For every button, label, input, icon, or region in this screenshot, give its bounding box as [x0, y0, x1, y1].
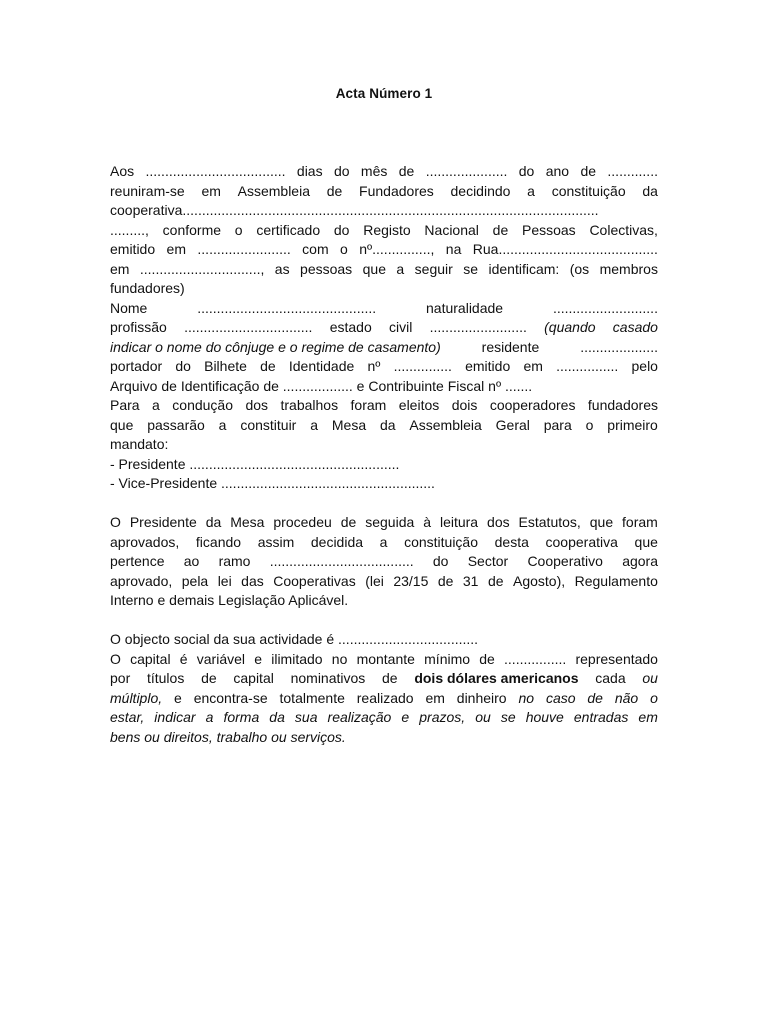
word: das: [241, 572, 264, 589]
word: ...............................,: [139, 260, 265, 277]
word: mês: [360, 163, 388, 179]
word: reuniram-se: [110, 182, 185, 199]
word: dois: [451, 397, 478, 413]
paragraph-spacer: [110, 611, 658, 631]
paragraph: [110, 513, 658, 611]
word: o: [340, 241, 348, 257]
word: fundadores): [110, 280, 185, 296]
word: dos: [245, 397, 269, 413]
word: totalmente: [279, 689, 345, 706]
word: a: [310, 416, 319, 433]
word: primeiro: [607, 416, 658, 433]
word: da: [379, 416, 396, 433]
word: a: [218, 416, 227, 433]
word: nominativos: [290, 670, 366, 686]
word: em: [166, 241, 186, 257]
word: civil: [389, 319, 413, 335]
word: prazos,: [419, 709, 466, 725]
text-line: [110, 552, 658, 572]
text-line: [110, 338, 658, 358]
text-line: [110, 357, 658, 377]
word: desta: [494, 533, 529, 550]
word: dinheiro: [456, 689, 507, 706]
word: em: [201, 182, 221, 199]
word: assim: [257, 533, 295, 550]
word: foram: [350, 397, 387, 413]
word: de: [492, 221, 509, 238]
text-line: [110, 377, 658, 397]
word: agora: [622, 553, 658, 569]
word: foram: [622, 514, 658, 530]
word: Assembleia: [409, 416, 482, 433]
word: de: [260, 358, 276, 374]
word: em: [638, 709, 658, 725]
word: e: [254, 650, 263, 667]
word: fundadores: [587, 397, 658, 413]
word: ramo: [218, 553, 251, 569]
word: houve: [525, 709, 564, 725]
text-line: [110, 689, 658, 709]
word: pessoas: [300, 260, 353, 277]
text-line: [110, 455, 658, 475]
word: para: [543, 416, 572, 433]
text-line: [110, 162, 658, 182]
word: de: [326, 182, 343, 199]
word: profissão: [110, 319, 167, 335]
word: dias: [296, 163, 323, 179]
word: ficando: [195, 533, 242, 550]
word: do: [333, 221, 350, 238]
word: .....................: [425, 163, 508, 179]
word: pelo: [631, 358, 658, 374]
word: Regulamento: [574, 572, 658, 589]
word: títulos: [146, 670, 185, 686]
word: Nacional: [424, 221, 479, 238]
word: indicar: [154, 709, 196, 725]
word: que: [362, 260, 386, 277]
text-line: [110, 630, 658, 650]
word: pertence: [110, 553, 165, 569]
word: Agosto),: [512, 572, 566, 589]
word: de: [580, 163, 597, 179]
word: O objecto social da sua actividade é ....................................: [110, 631, 479, 647]
word: a: [205, 709, 214, 725]
word: certificado: [256, 221, 321, 238]
word: cooperativa...........................................................................................................: [110, 202, 599, 218]
word: a: [379, 533, 388, 550]
text-line: [110, 182, 658, 202]
text-line: [110, 299, 658, 319]
text-line: [110, 650, 658, 670]
word: condução: [172, 397, 233, 413]
word: estar,: [110, 709, 145, 725]
word: Identidade: [288, 358, 355, 374]
word: do: [333, 163, 350, 179]
word: em: [425, 689, 445, 706]
word: montante: [356, 650, 415, 667]
word: nº: [367, 358, 381, 374]
word: da: [642, 182, 658, 199]
word: sua: [294, 709, 318, 725]
word: ilimitado: [271, 650, 323, 667]
word: em: [523, 358, 543, 374]
text-line: [110, 260, 658, 280]
word: indicar o nome do cônjuge e o regime de casamento): [110, 338, 441, 355]
word: capital: [233, 670, 274, 686]
word: O: [110, 514, 121, 530]
word: da: [269, 709, 285, 725]
word: .....................................: [269, 553, 414, 569]
word: .............: [607, 163, 658, 179]
word: Bilhete: [204, 358, 247, 374]
word: a: [527, 182, 535, 199]
word: (lei: [365, 572, 384, 589]
word: da: [205, 514, 222, 530]
word: conforme: [162, 221, 222, 238]
word: Assembleia: [237, 182, 310, 199]
text-line: [110, 201, 658, 221]
word: Colectivas,: [589, 221, 658, 238]
word: ao: [183, 553, 200, 569]
word: de: [398, 163, 415, 179]
word: ...............: [393, 358, 452, 374]
word: Mesa: [230, 514, 265, 530]
word: seguir: [414, 260, 453, 277]
word: aprovado,: [110, 572, 173, 589]
word: se: [463, 260, 479, 277]
word: a: [152, 397, 160, 413]
word: Fundadores: [359, 182, 434, 199]
word: naturalidade: [426, 299, 504, 316]
text-line: [110, 221, 658, 241]
word: eleitos: [398, 397, 440, 413]
word: ................: [556, 358, 619, 374]
document-title: Acta Número 1: [335, 86, 433, 101]
word: Nome: [110, 299, 148, 316]
document-body: [110, 162, 658, 747]
word: na: [445, 241, 462, 257]
text-line: [110, 591, 658, 611]
word: Interno e demais Legislação Aplicável.: [110, 592, 349, 608]
word: .................................: [184, 319, 313, 335]
word: constituir: [240, 416, 297, 433]
word: a: [396, 260, 405, 277]
word: ................: [504, 650, 567, 667]
word: que: [110, 416, 134, 433]
word: e: [401, 709, 410, 725]
word: Cooperativo: [527, 553, 603, 569]
word: de: [479, 650, 495, 667]
word: o: [650, 689, 658, 706]
word: capital: [130, 650, 171, 667]
word: no: [331, 650, 348, 667]
word: pela: [181, 572, 209, 589]
text-line: [110, 318, 658, 338]
word: caso: [545, 689, 576, 706]
word: e: [174, 689, 182, 706]
word: cada: [595, 670, 626, 686]
paragraph: [110, 630, 658, 747]
word: ...........................: [552, 299, 658, 316]
word: representado: [575, 650, 658, 667]
word: variável: [196, 650, 246, 667]
word: Geral: [495, 416, 530, 433]
text-line: [110, 513, 658, 533]
text-line: [110, 396, 658, 416]
word: Arquivo de Identificação de .................. e Contribuinte Fiscal nº .......: [110, 377, 533, 394]
word: .........,: [110, 221, 149, 238]
word: lei: [217, 572, 232, 589]
word: ou: [642, 670, 658, 686]
word: mínimo: [424, 650, 471, 667]
word: leitura: [439, 514, 479, 530]
word: mandato:: [110, 436, 169, 452]
word: membros: [599, 260, 658, 277]
word: Registo: [363, 221, 411, 238]
word: bens ou direitos, trabalho ou serviços.: [110, 728, 346, 745]
word: de: [437, 572, 454, 589]
word: de: [201, 670, 217, 686]
word: ........................: [197, 241, 291, 257]
text-line: [110, 416, 658, 436]
paragraph-spacer: [110, 494, 658, 514]
word: - Vice-Presidente .......................................................: [110, 475, 435, 491]
word: cooperativa: [545, 533, 618, 550]
word: seguida: [365, 514, 415, 530]
word: residente: [481, 338, 540, 355]
word: é: [179, 650, 188, 667]
word: do: [175, 358, 191, 374]
word: ..............................................: [197, 299, 377, 316]
text-line: [110, 728, 658, 748]
word: à: [423, 514, 432, 530]
word: .........................: [429, 319, 527, 335]
word: Pessoas: [521, 221, 576, 238]
word: ano: [545, 163, 570, 179]
word: procedeu: [273, 514, 332, 530]
word: Para: [110, 397, 140, 413]
text-line: [110, 279, 658, 299]
word: ....................................: [145, 163, 286, 179]
word: dos: [487, 514, 510, 530]
word: portador: [110, 358, 163, 374]
word: aprovados,: [110, 533, 180, 550]
word: encontra-se: [193, 689, 268, 706]
word: não: [614, 689, 639, 706]
word: emitido: [465, 358, 511, 374]
word: passarão: [147, 416, 205, 433]
text-line: [110, 533, 658, 553]
text-line: [110, 474, 658, 494]
word: por: [110, 670, 131, 686]
word: estado: [329, 319, 372, 335]
word: de: [587, 689, 603, 706]
word: Estatutos,: [518, 514, 581, 530]
word: constituição: [551, 182, 626, 199]
word: identificam:: [488, 260, 560, 277]
word: Mesa: [331, 416, 367, 433]
word: (os: [569, 260, 590, 277]
word: constituição: [404, 533, 479, 550]
word: decidindo: [450, 182, 511, 199]
word: de: [382, 670, 398, 686]
word: 23/15: [393, 572, 429, 589]
word: as: [274, 260, 290, 277]
word: - Presidente ......................................................: [110, 455, 400, 472]
word: do: [518, 163, 535, 179]
word: casado: [612, 319, 658, 335]
word: cooperadores: [489, 397, 576, 413]
text-line: [110, 240, 658, 260]
word: que: [634, 533, 658, 550]
word: realizado: [356, 689, 414, 706]
word: trabalhos: [280, 397, 339, 413]
word: Sector: [467, 553, 509, 569]
word: 31: [462, 572, 479, 589]
word: realização: [327, 709, 392, 725]
word: o: [234, 221, 243, 238]
text-line: [110, 435, 658, 455]
text-line: [110, 669, 658, 689]
paragraph: [110, 396, 658, 494]
word: ....................: [580, 338, 658, 355]
word: nº...............,: [359, 241, 435, 257]
word: com: [302, 241, 329, 257]
paragraph: [110, 299, 658, 397]
word: Aos: [110, 163, 135, 179]
text-line: [110, 572, 658, 592]
word: entradas: [573, 709, 629, 725]
word: em: [110, 260, 130, 277]
word: múltiplo,: [110, 689, 163, 706]
word: emitido: [110, 241, 156, 257]
word: Rua.........................................: [472, 241, 658, 257]
word: O: [110, 650, 121, 667]
word: forma: [223, 709, 260, 725]
word: ou: [475, 709, 491, 725]
word: Cooperativas: [273, 572, 356, 589]
word: o: [585, 416, 594, 433]
word: no: [518, 689, 535, 706]
word: de: [487, 572, 504, 589]
word: dois dólares americanos: [414, 670, 579, 686]
word: decidida: [310, 533, 364, 550]
word: Presidente: [129, 514, 197, 530]
word: de: [340, 514, 357, 530]
word: que: [589, 514, 614, 530]
word: se: [500, 709, 516, 725]
paragraph: [110, 162, 658, 299]
word: (quando: [544, 319, 596, 335]
text-line: [110, 708, 658, 728]
word: do: [432, 553, 449, 569]
